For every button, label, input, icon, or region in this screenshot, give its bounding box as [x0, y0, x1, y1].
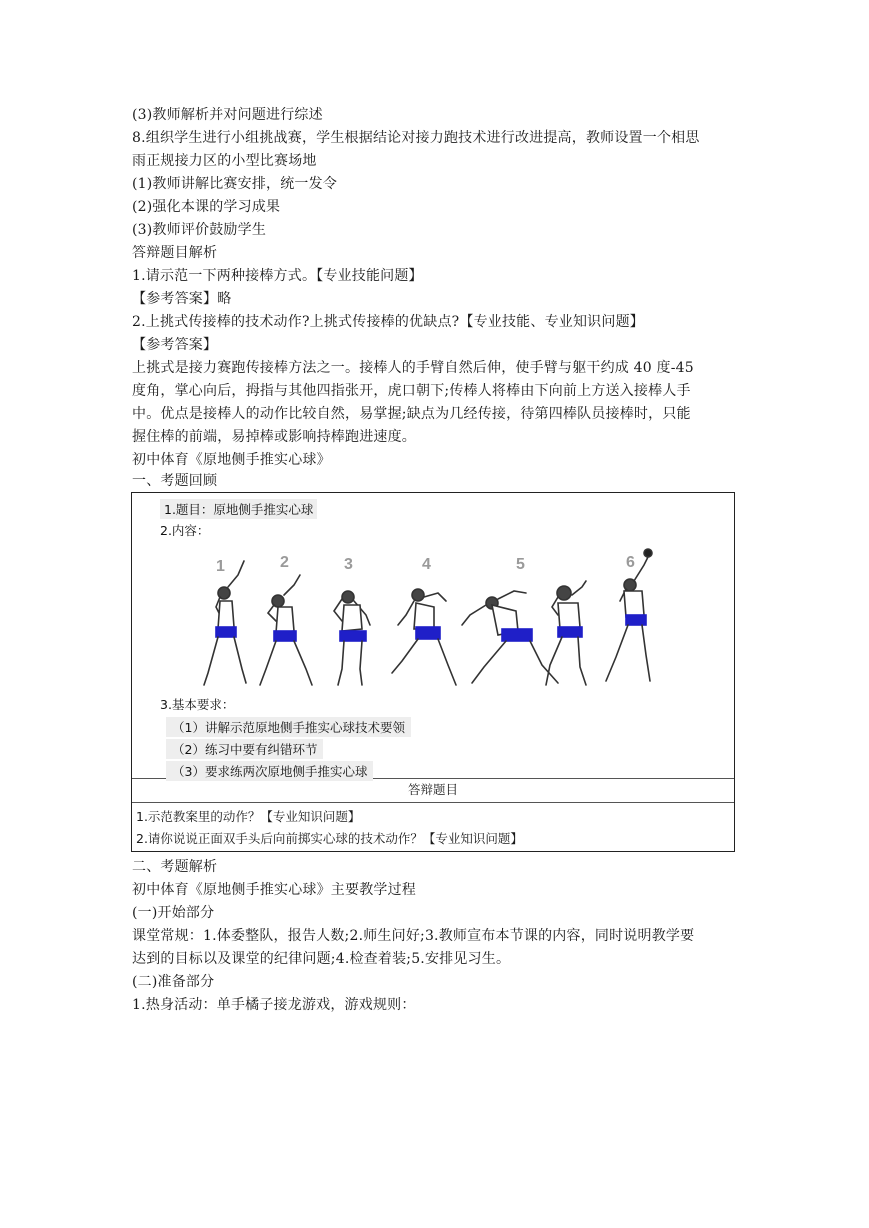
athlete-figure: [462, 591, 558, 683]
section-heading: 二、考题解析: [132, 859, 218, 875]
text-line: 雨正规接力区的小型比赛场地: [132, 153, 317, 169]
defense-question: 1.示范教案里的动作？【专业知识问题】: [136, 809, 361, 824]
shot-put-sequence-illustration: [202, 545, 672, 695]
text-line: (1)教师讲解比赛安排，统一发令: [132, 176, 338, 192]
answer-line: 【参考答案】略: [132, 291, 232, 307]
section-heading: (二)准备部分: [132, 974, 215, 990]
text-line: (3)教师解析并对问题进行综述: [132, 107, 323, 123]
question-line: 2.上挑式传接棒的技术动作?上挑式传接棒的优缺点?【专业技能、专业知识问题】: [132, 314, 644, 330]
answer-label: 【参考答案】: [132, 337, 218, 353]
exam-card-top: [132, 493, 734, 779]
step-number: 2: [280, 554, 289, 571]
text-line: 初中体育《原地侧手推实心球》主要教学过程: [132, 882, 416, 898]
athlete-figure: [260, 575, 312, 685]
section-heading: (一)开始部分: [132, 905, 215, 921]
answer-paragraph-line: 上挑式是接力赛跑传接棒方法之一。接棒人的手臂自然后伸，使手臂与躯干约成 40 度-45: [132, 360, 694, 376]
section-heading: 一、考题回顾: [132, 473, 218, 489]
athlete-figure: [392, 589, 456, 685]
requirements-label: 3.基本要求：: [160, 697, 235, 712]
step-number: 3: [344, 556, 353, 573]
step-number: 4: [422, 556, 431, 573]
defense-questions-header: 答辩题目: [132, 778, 734, 803]
requirement-item: （2）练习中要有纠错环节: [166, 739, 323, 759]
text-line: 8.组织学生进行小组挑战赛，学生根据结论对接力跑技术进行改进提高，教师设置一个相思: [132, 130, 700, 146]
section-heading: 答辩题目解析: [132, 245, 218, 261]
step-number: 5: [516, 556, 525, 573]
athlete-figure: [204, 561, 246, 685]
answer-paragraph-line: 中。优点是接棒人的动作比较自然，易掌握;缺点为几经传接，待第四棒队员接棒时，只能: [132, 406, 691, 422]
requirement-item: （1）讲解示范原地侧手推实心球技术要领: [166, 717, 411, 737]
exam-question-card: [131, 492, 735, 852]
step-number: 6: [626, 554, 635, 571]
defense-question: 2.请你说说正面双手头后向前掷实心球的技术动作？【专业知识问题】: [136, 831, 523, 846]
text-line: 1.热身活动：单手橘子接龙游戏，游戏规则：: [132, 997, 416, 1013]
lesson-title: 初中体育《原地侧手推实心球》: [132, 452, 331, 468]
requirement-item: （3）要求练两次原地侧手推实心球: [166, 761, 373, 781]
exam-topic-label: 1.题目：原地侧手推实心球: [160, 499, 317, 519]
text-line: 课堂常规：1.体委整队，报告人数;2.师生问好;3.教师宣布本节课的内容，同时说明教学要: [132, 928, 695, 944]
athlete-figure: [334, 591, 370, 685]
exam-content-label: 2.内容：: [160, 523, 210, 538]
text-line: (3)教师评价鼓励学生: [132, 222, 267, 238]
text-line: (2)强化本课的学习成果: [132, 199, 281, 215]
answer-paragraph-line: 度角，掌心向后，拇指与其他四指张开，虎口朝下;传棒人将棒由下向前上方送入接棒人手: [132, 383, 691, 399]
question-line: 1.请示范一下两种接棒方式。【专业技能问题】: [132, 268, 423, 284]
text-line: 达到的目标以及课堂的纪律问题;4.检查着装;5.安排见习生。: [132, 951, 511, 967]
step-number: 1: [216, 558, 225, 575]
answer-paragraph-line: 握住棒的前端，易掉棒或影响持棒跑进速度。: [132, 429, 416, 445]
athlete-figure: [546, 581, 586, 685]
